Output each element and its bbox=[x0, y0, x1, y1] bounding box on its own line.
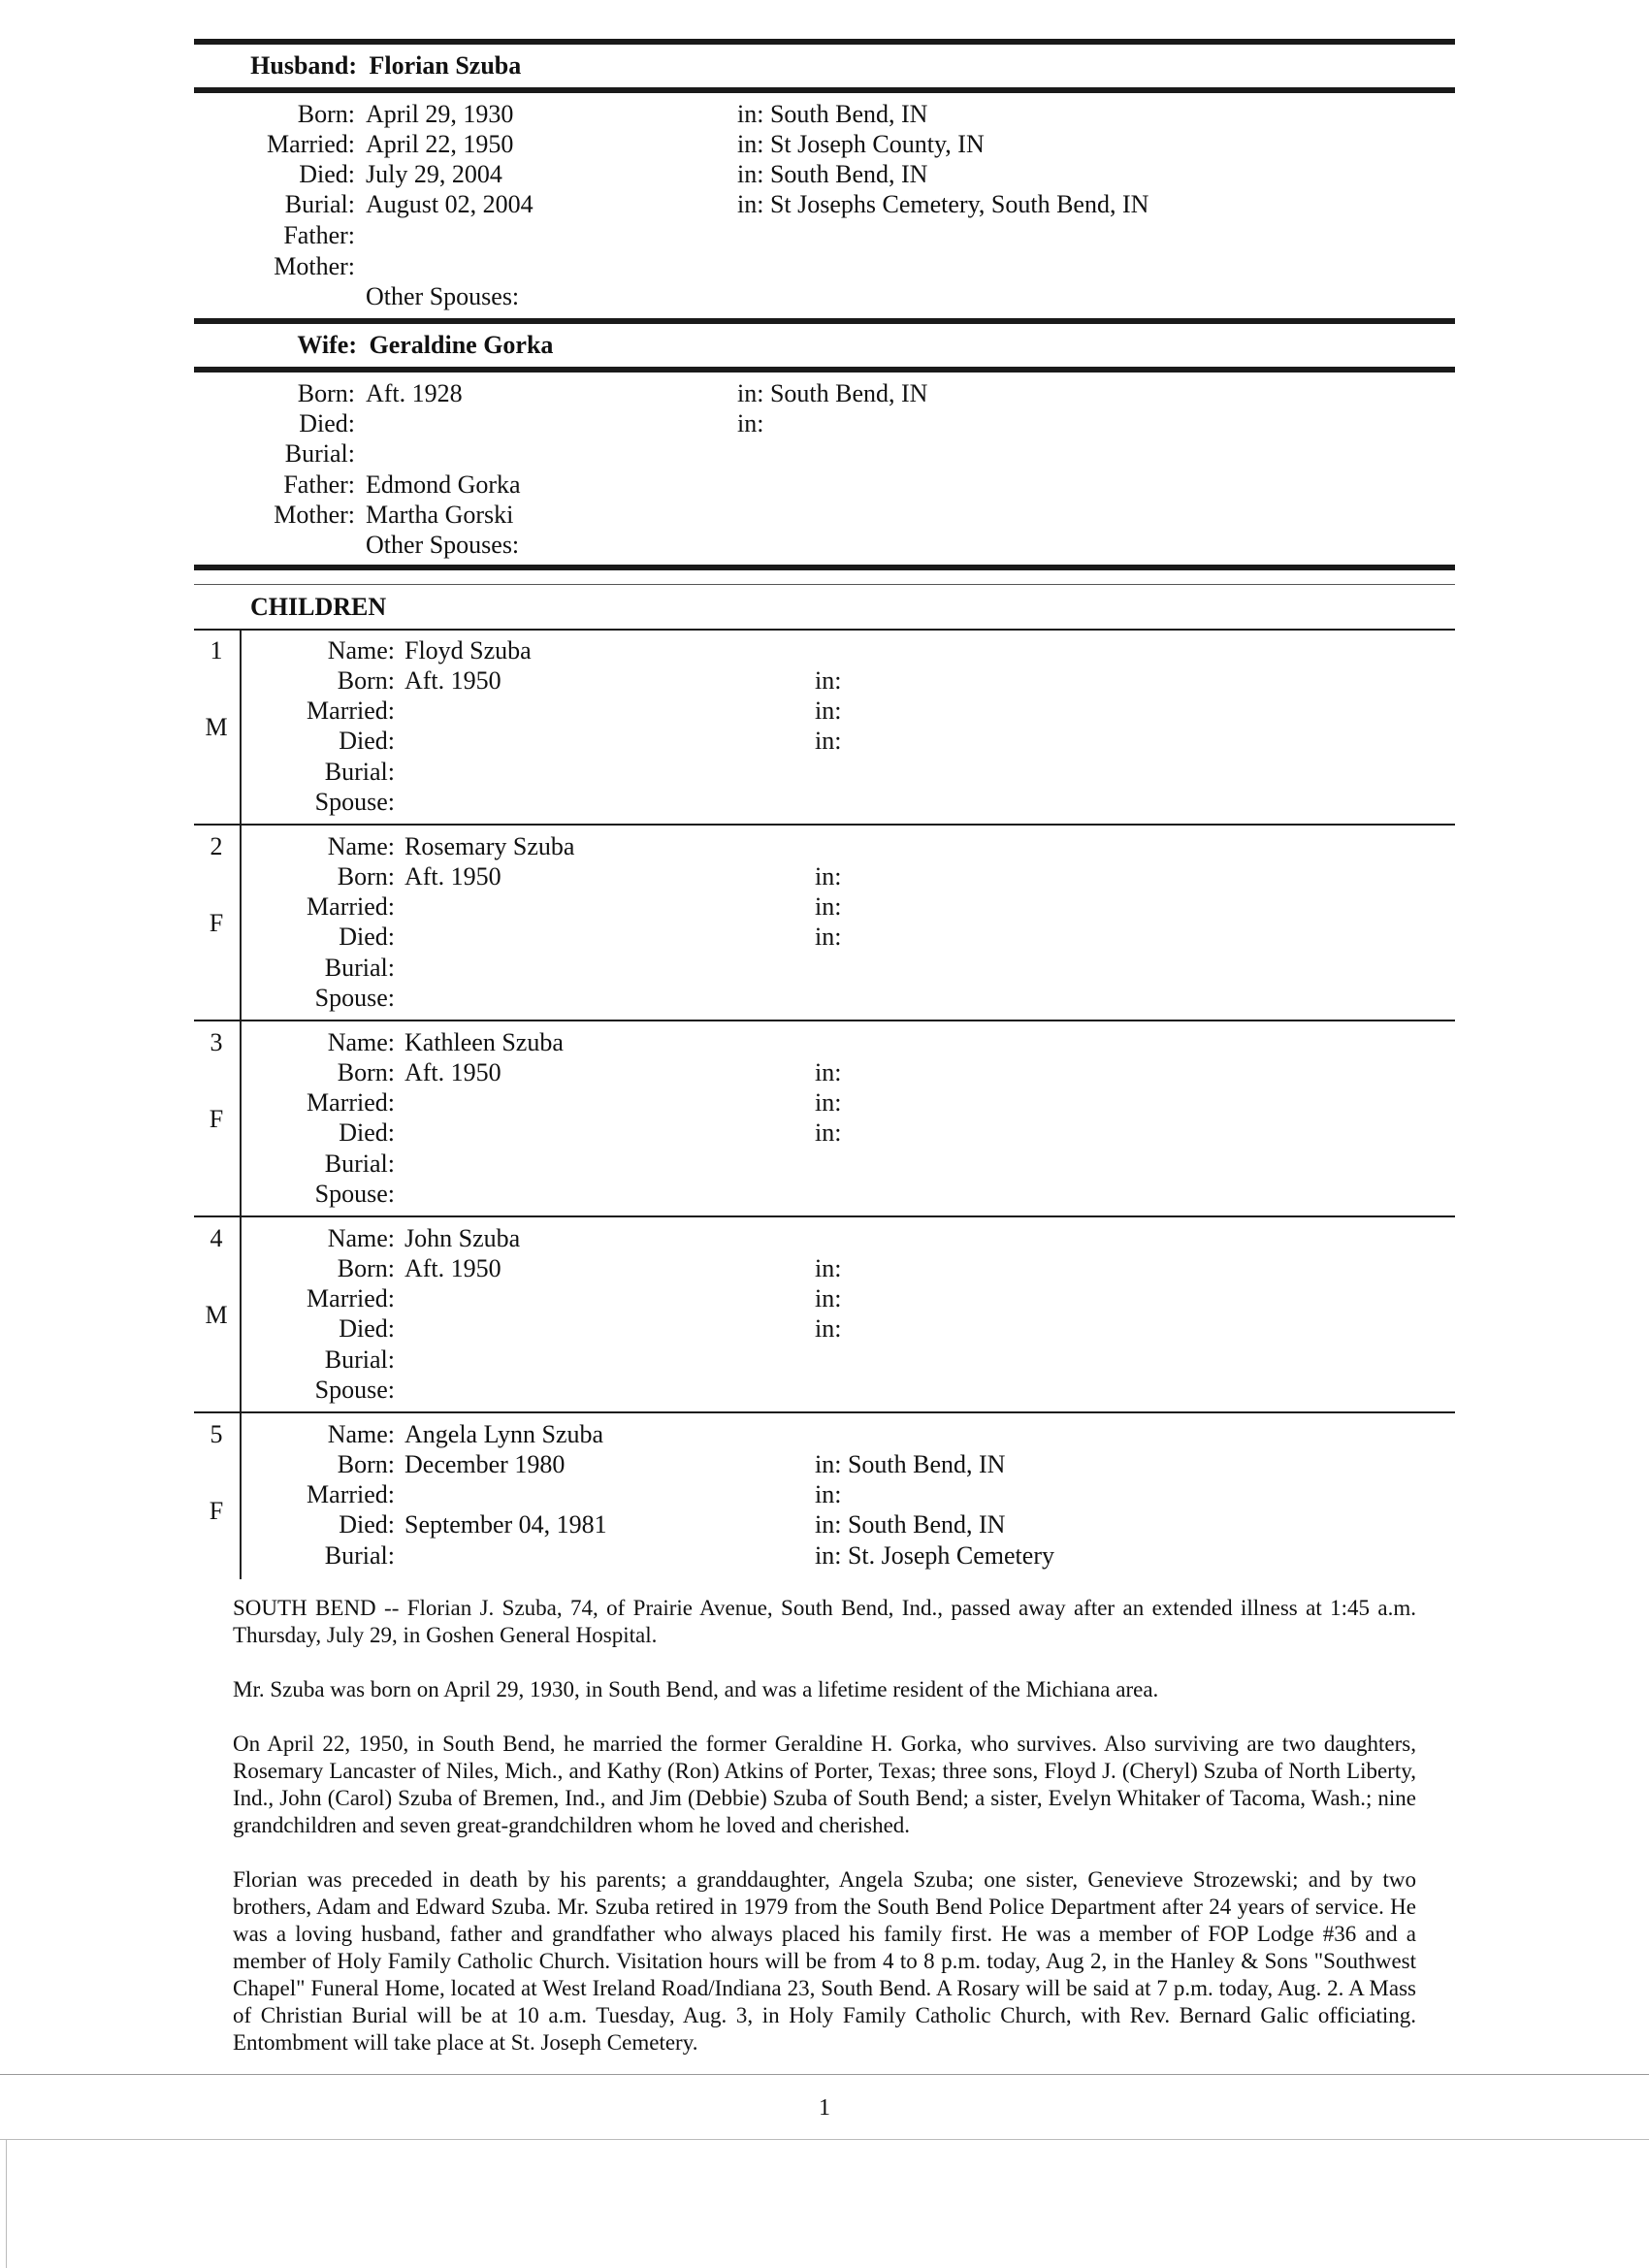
husband-married-place: in: St Joseph County, IN bbox=[737, 130, 985, 158]
children-header: CHILDREN bbox=[250, 593, 387, 621]
child-died-label: Died: bbox=[339, 727, 395, 755]
husband-burial-place: in: St Josephs Cemetery, South Bend, IN bbox=[737, 190, 1149, 218]
obituary-paragraph: Florian was preceded in death by his parents; a granddaughter, Angela Szuba; one sister, Genevieve Strozewski; and by two brothers, Adam and Edward Szuba. Mr. Szuba retired in 1979 from the South Bend Police Department after 24 years of service. He was a loving husband, father and grandfather who always placed his family first. He was a member of FOP Lodge #36 and a member of Holy Family Catholic Church. Visitation hours will be from 4 to 8 p.m. today, Aug 2, in the Hanley & Sons "Southwest Chapel" Funeral Home, located at West Ireland Road/Indiana 23, South Bend. A Rosary will be said at 7 p.m. today, Aug. 2. A Mass of Christian Burial will be at 10 a.m. Tuesday, Aug. 3, in Holy Family Catholic Church, with Rev. Bernard Galic officiating. Entombment will take place at St. Joseph Cemetery. bbox=[233, 1867, 1416, 2055]
husband-label: Husband: bbox=[250, 51, 357, 80]
children-header-rule bbox=[194, 629, 1455, 631]
husband-mother-label: Mother: bbox=[274, 252, 355, 280]
wife-mother-name: Martha Gorski bbox=[366, 501, 514, 529]
wife-died-place: in: bbox=[737, 409, 764, 437]
husband-father-label: Father: bbox=[283, 221, 355, 249]
husband-died-place: in: South Bend, IN bbox=[737, 160, 928, 188]
wife-born-date: Aft. 1928 bbox=[366, 379, 463, 407]
child-burial-label: Burial: bbox=[324, 1345, 395, 1374]
child-number: 4 bbox=[210, 1224, 223, 1252]
child-name-label: Name: bbox=[327, 1028, 395, 1056]
child-name: Rosemary Szuba bbox=[404, 832, 575, 860]
child-born-date: Aft. 1950 bbox=[404, 1254, 501, 1282]
child-number: 3 bbox=[210, 1028, 223, 1056]
child-name: John Szuba bbox=[404, 1224, 521, 1252]
child-name-label: Name: bbox=[327, 1224, 395, 1252]
child-born-date: Aft. 1950 bbox=[404, 666, 501, 695]
husband-other-spouses-label: Other Spouses: bbox=[366, 282, 520, 310]
child-born-date: Aft. 1950 bbox=[404, 1058, 501, 1086]
child-burial-label: Burial: bbox=[324, 758, 395, 786]
child-spouse-label: Spouse: bbox=[314, 1180, 395, 1208]
husband-born-label: Born: bbox=[297, 100, 355, 128]
husband-top-rule bbox=[194, 39, 1455, 45]
child-born-label: Born: bbox=[337, 1058, 395, 1086]
child-name-label: Name: bbox=[327, 1420, 395, 1448]
scan-edge-line bbox=[0, 2139, 1649, 2140]
child-number: 2 bbox=[210, 832, 223, 860]
child-died-date: September 04, 1981 bbox=[404, 1510, 607, 1539]
child-born-place: in: bbox=[815, 862, 842, 891]
husband-name: Florian Szuba bbox=[369, 51, 522, 80]
wife-other-spouses-label: Other Spouses: bbox=[366, 531, 520, 559]
child-name-label: Name: bbox=[327, 832, 395, 860]
child-married-place: in: bbox=[815, 697, 842, 725]
scan-left-edge bbox=[6, 2139, 7, 2268]
husband-header bbox=[241, 50, 521, 81]
child-born-label: Born: bbox=[337, 666, 395, 695]
child-died-place: in: bbox=[815, 1118, 842, 1147]
child-born-label: Born: bbox=[337, 862, 395, 891]
obituary bbox=[233, 1595, 1416, 2084]
wife-born-label: Born: bbox=[297, 379, 355, 407]
child-married-place: in: bbox=[815, 1088, 842, 1117]
children-column-divider bbox=[240, 631, 242, 1579]
wife-label: Wife: bbox=[297, 331, 357, 359]
child-burial-label: Burial: bbox=[324, 954, 395, 982]
child-died-label: Died: bbox=[339, 1314, 395, 1343]
child-died-label: Died: bbox=[339, 1510, 395, 1539]
child-sex: F bbox=[209, 1497, 224, 1525]
child-divider bbox=[194, 824, 1455, 826]
obituary-paragraph: SOUTH BEND -- Florian J. Szuba, 74, of Prairie Avenue, South Bend, Ind., passed away after an extended illness at 1:45 a.m. Thursday, July 29, in Goshen General Hospital. bbox=[233, 1596, 1416, 1647]
child-burial-label: Burial: bbox=[324, 1150, 395, 1178]
child-married-place: in: bbox=[815, 892, 842, 921]
child-died-place: in: bbox=[815, 727, 842, 755]
child-name: Kathleen Szuba bbox=[404, 1028, 564, 1056]
child-died-place: in: South Bend, IN bbox=[815, 1510, 1006, 1539]
wife-father-label: Father: bbox=[283, 470, 355, 499]
child-divider bbox=[194, 1020, 1455, 1021]
child-burial-place: in: St. Joseph Cemetery bbox=[815, 1541, 1054, 1570]
child-born-place: in: bbox=[815, 1254, 842, 1282]
child-died-place: in: bbox=[815, 923, 842, 951]
child-born-label: Born: bbox=[337, 1254, 395, 1282]
wife-bottom-rule bbox=[194, 565, 1455, 570]
child-spouse-label: Spouse: bbox=[314, 984, 395, 1012]
child-born-place: in: bbox=[815, 1058, 842, 1086]
child-died-label: Died: bbox=[339, 923, 395, 951]
child-name: Floyd Szuba bbox=[404, 636, 532, 664]
child-number: 1 bbox=[210, 636, 223, 664]
wife-mother-label: Mother: bbox=[274, 501, 355, 529]
child-divider bbox=[194, 1411, 1455, 1413]
husband-header-rule bbox=[194, 87, 1455, 93]
child-married-label: Married: bbox=[307, 892, 395, 921]
husband-burial-label: Burial: bbox=[284, 190, 355, 218]
child-burial-label: Burial: bbox=[324, 1541, 395, 1570]
child-born-place: in: bbox=[815, 666, 842, 695]
children-top-rule bbox=[194, 584, 1455, 585]
child-name-label: Name: bbox=[327, 636, 395, 664]
child-married-label: Married: bbox=[307, 1480, 395, 1508]
husband-died-date: July 29, 2004 bbox=[366, 160, 502, 188]
obituary-paragraph: On April 22, 1950, in South Bend, he married the former Geraldine H. Gorka, who survives. Also surviving are two daughters, Rosemary Lancaster of Niles, Mich., and Kathy (Ron) Atkins of Porter, Texas; three sons, Floyd J. (Cheryl) Szuba of North Liberty, Ind., John (Carol) Szuba of Bremen, Ind., and Jim (Debbie) Szuba of South Bend; a sister, Evelyn Whitaker of Tacoma, Wash.; nine grandchildren and seven great-grandchildren whom he loved and cherished. bbox=[233, 1732, 1416, 1837]
child-born-label: Born: bbox=[337, 1450, 395, 1478]
page-number: 1 bbox=[819, 2095, 830, 2121]
wife-burial-label: Burial: bbox=[284, 439, 355, 468]
child-died-label: Died: bbox=[339, 1118, 395, 1147]
child-married-place: in: bbox=[815, 1480, 842, 1508]
wife-died-label: Died: bbox=[299, 409, 355, 437]
wife-header-rule bbox=[194, 367, 1455, 373]
child-spouse-label: Spouse: bbox=[314, 788, 395, 816]
child-spouse-label: Spouse: bbox=[314, 1376, 395, 1404]
husband-born-date: April 29, 1930 bbox=[366, 100, 514, 128]
child-sex: M bbox=[205, 713, 228, 741]
child-number: 5 bbox=[210, 1420, 223, 1448]
child-sex: F bbox=[209, 909, 224, 937]
child-born-date: December 1980 bbox=[404, 1450, 566, 1478]
child-sex: F bbox=[209, 1105, 224, 1133]
paste-edge-line bbox=[0, 2074, 1649, 2075]
child-born-date: Aft. 1950 bbox=[404, 862, 501, 891]
wife-header bbox=[241, 330, 553, 361]
wife-father-name: Edmond Gorka bbox=[366, 470, 521, 499]
child-died-place: in: bbox=[815, 1314, 842, 1343]
child-married-place: in: bbox=[815, 1284, 842, 1312]
child-sex: M bbox=[205, 1301, 228, 1329]
child-divider bbox=[194, 1215, 1455, 1217]
child-married-label: Married: bbox=[307, 1088, 395, 1117]
husband-died-label: Died: bbox=[299, 160, 355, 188]
husband-burial-date: August 02, 2004 bbox=[366, 190, 534, 218]
child-name: Angela Lynn Szuba bbox=[404, 1420, 604, 1448]
wife-name: Geraldine Gorka bbox=[369, 331, 554, 359]
husband-married-date: April 22, 1950 bbox=[366, 130, 514, 158]
obituary-paragraph: Mr. Szuba was born on April 29, 1930, in South Bend, and was a lifetime resident of the Michiana area. bbox=[233, 1677, 1159, 1701]
husband-married-label: Married: bbox=[267, 130, 355, 158]
wife-born-place: in: South Bend, IN bbox=[737, 379, 928, 407]
child-married-label: Married: bbox=[307, 697, 395, 725]
wife-top-rule bbox=[194, 318, 1455, 324]
child-born-place: in: South Bend, IN bbox=[815, 1450, 1006, 1478]
husband-born-place: in: South Bend, IN bbox=[737, 100, 928, 128]
child-married-label: Married: bbox=[307, 1284, 395, 1312]
